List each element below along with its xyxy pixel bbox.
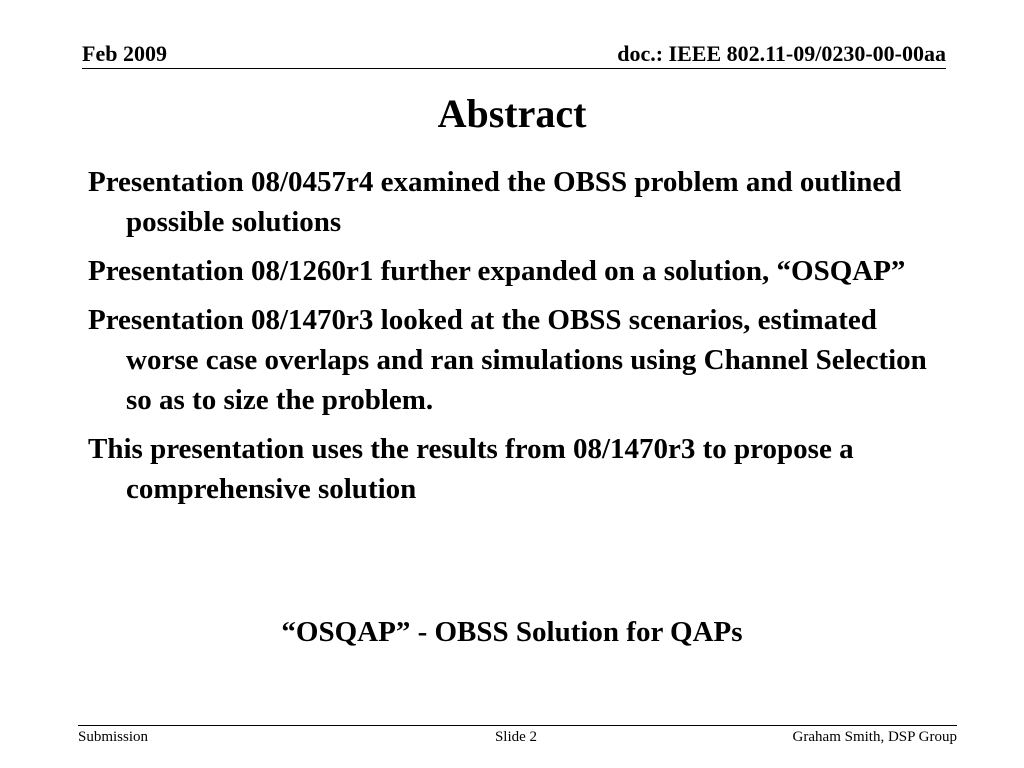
body-paragraph: Presentation 08/0457r4 examined the OBSS problem and outlined possible solutions [88, 166, 902, 238]
body-paragraph: This presentation uses the results from 08/1470r3 to propose a comprehensive solution [88, 433, 854, 505]
footer-author: Graham Smith, DSP Group [792, 729, 957, 745]
footer-slide-number: Slide 2 [494, 729, 538, 745]
header-divider [82, 68, 946, 69]
body-paragraph: Presentation 08/1470r3 looked at the OBSS scenarios, estimated worse case overlaps and ran simulations using Channel Selection so as to size the problem. [88, 304, 927, 416]
header-date: Feb 2009 [82, 41, 167, 66]
body-paragraph: Presentation 08/1260r1 further expanded on a solution, “OSQAP” [88, 255, 906, 287]
slide-subtitle: “OSQAP” - OBSS Solution for QAPs [281, 616, 743, 648]
slide-title: Abstract [437, 91, 587, 136]
footer-divider [78, 725, 957, 726]
slide-body [88, 162, 948, 518]
header-doc-id: doc.: IEEE 802.11-09/0230-00-00aa [617, 41, 946, 66]
footer-submission: Submission [78, 729, 149, 745]
